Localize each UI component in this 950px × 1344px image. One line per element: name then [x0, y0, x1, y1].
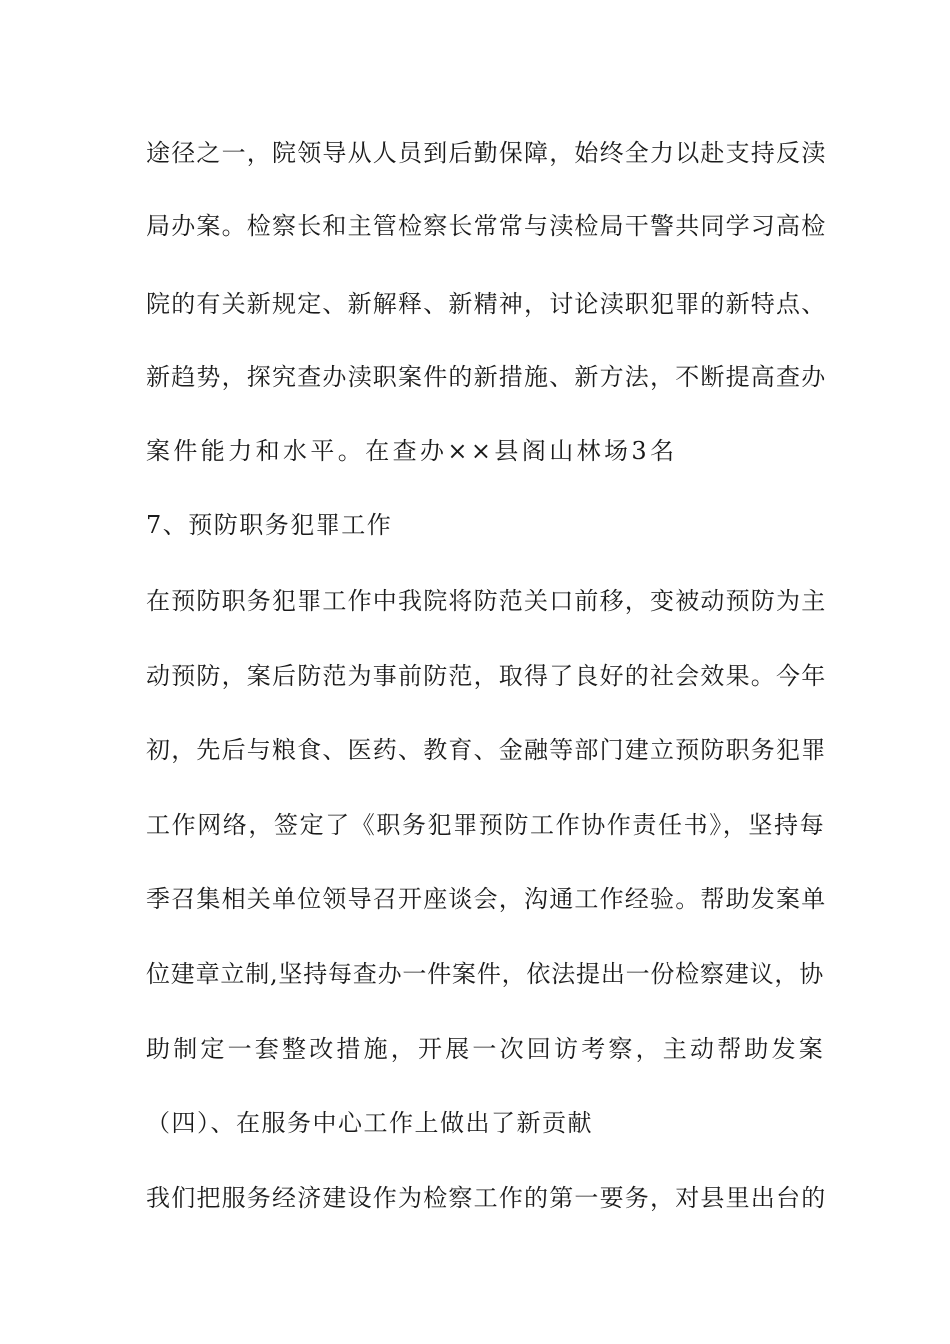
paragraph-line: 助制定一套整改措施，开展一次回访考察，主动帮助发案 — [146, 1035, 826, 1063]
paragraph-line: 初，先后与粮食、医药、教育、金融等部门建立预防职务犯罪 — [146, 736, 827, 764]
paragraph-line: 新趋势，探究查办渎职案件的新措施、新方法，不断提高查办 — [146, 363, 827, 391]
paragraph-line: 案件能力和水平。在查办××县阁山林场3名 — [146, 437, 678, 465]
section-heading: 7、预防职务犯罪工作 — [146, 511, 393, 539]
section-heading: （四）、在服务中心工作上做出了新贡献 — [146, 1109, 593, 1137]
paragraph-line: 季召集相关单位领导召开座谈会，沟通工作经验。帮助发案单 — [146, 885, 827, 913]
paragraph-line: 局办案。检察长和主管检察长常常与渎检局干警共同学习高检 — [146, 212, 827, 240]
paragraph-line: 工作网络，签定了《职务犯罪预防工作协作责任书》，坚持每 — [146, 811, 826, 839]
paragraph-line: 在预防职务犯罪工作中我院将防范关口前移，变被动预防为主 — [146, 587, 827, 615]
paragraph-line: 途径之一，院领导从人员到后勤保障，始终全力以赴支持反渎 — [146, 139, 827, 167]
paragraph-line: 位建章立制,坚持每查办一件案件，依法提出一份检察建议，协 — [146, 960, 825, 988]
paragraph-line: 院的有关新规定、新解释、新精神，讨论渎职犯罪的新特点、 — [146, 290, 827, 318]
paragraph-line: 动预防，案后防范为事前防范，取得了良好的社会效果。今年 — [146, 662, 827, 690]
paragraph-line: 我们把服务经济建设作为检察工作的第一要务，对县里出台的 — [146, 1184, 827, 1212]
